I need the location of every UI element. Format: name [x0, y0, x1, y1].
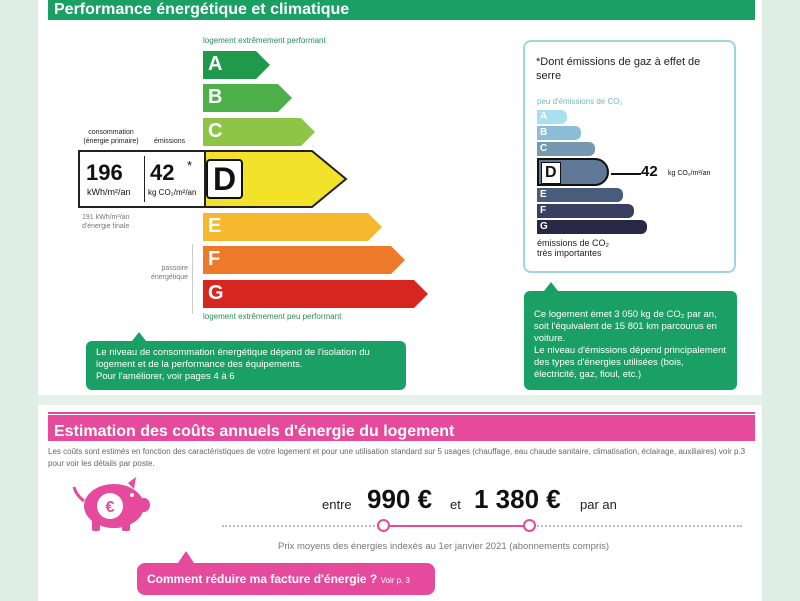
- ges-class-letter: D: [541, 162, 561, 184]
- ges-class-e: [537, 188, 623, 202]
- consumption-divider: [144, 156, 145, 202]
- emissions-unit: kg CO₂/m²/an: [148, 188, 197, 197]
- dpe-tip: Le niveau de consommation énergétique dépend de l'isolation du logement et de la performance des équipements. Pour l'améliorer, voir pages 4 à 6: [86, 341, 406, 390]
- ges-class-letter: C: [540, 143, 548, 154]
- dpe-class-g: [202, 279, 432, 309]
- ges-tip-text: Ce logement émet 3 050 kg de CO₂ par an, soit l'équivalent de 15 801 km parcourus en voiture. Le niveau d'émissions dépend principalement des types d'énergies utilisées (bois, électricité, gaz, fioul, etc.): [534, 309, 726, 380]
- dpe-class-d: [202, 150, 350, 208]
- svg-text:€: €: [105, 499, 115, 516]
- ges-class-letter: B: [540, 127, 548, 138]
- ges-top-label: peu d'émissions de CO₂: [537, 97, 623, 106]
- reduce-bill-button[interactable]: [137, 563, 435, 595]
- dpe-class-letter: B: [208, 86, 223, 108]
- ges-class-letter: E: [540, 189, 547, 200]
- left-band: [0, 0, 38, 601]
- passoire-label: passoire énergétique: [151, 265, 188, 281]
- price-note: Prix moyens des énergies indexés au 1er janvier 2021 (abonnements compris): [278, 541, 610, 552]
- price-max-marker: [523, 519, 536, 532]
- dpe-class-a: [202, 50, 274, 80]
- ges-value: 42: [641, 163, 658, 180]
- ges-class-c: [537, 142, 595, 156]
- dpe-top-label: logement extrêmement performant: [203, 36, 326, 45]
- consumption-value: 196: [86, 160, 123, 185]
- ges-pointer: [611, 173, 641, 175]
- ges-class-letter: G: [540, 221, 548, 232]
- dpe-bottom-label: logement extrêmement peu performant: [203, 312, 342, 321]
- dpe-class-letter: F: [208, 248, 221, 270]
- dpe-class-letter: E: [208, 215, 222, 237]
- price-min: 990 €: [367, 484, 433, 514]
- dpe-section-title: Performance énergétique et climatique: [48, 0, 755, 20]
- emissions-label: émissions: [154, 138, 186, 145]
- reduce-bill-label: Comment réduire ma facture d'énergie ?: [147, 572, 378, 586]
- consumption-label: consommation (énergie primaire): [83, 129, 139, 145]
- ges-tip-arrow: [544, 282, 558, 291]
- ges-tip: [524, 291, 737, 390]
- ges-bottom-label: émissions de CO₂ très importantes: [537, 238, 610, 258]
- right-band: [762, 0, 800, 601]
- dpe-class-c: [202, 117, 319, 147]
- dpe-class-letter: C: [208, 120, 223, 142]
- dpe-class-b: [202, 83, 296, 113]
- price-and-label: et: [450, 497, 461, 512]
- dpe-class-letter: D: [206, 159, 243, 199]
- ges-class-letter: F: [540, 205, 547, 216]
- reduce-bill-arrow: [178, 551, 194, 563]
- price-min-marker: [377, 519, 390, 532]
- passoire-bracket: [192, 244, 193, 314]
- price-per-year-label: par an: [580, 497, 617, 512]
- piggy-bank-icon: [70, 475, 152, 535]
- emissions-value: 42: [150, 160, 175, 185]
- ges-class-g: [537, 220, 647, 234]
- emissions-star: *: [187, 158, 193, 173]
- ges-class-letter: A: [540, 111, 548, 122]
- price-between-label: entre: [322, 497, 352, 512]
- dpe-tip-arrow: [132, 332, 146, 341]
- costs-top-line: [48, 412, 755, 414]
- final-energy-label: 191 kWh/m²/an d'énergie finale: [82, 214, 130, 230]
- ges-footnote: *Dont émissions de gaz à effet de serre: [536, 56, 701, 82]
- dpe-class-letter: G: [208, 282, 224, 304]
- price-range-fill: [383, 525, 529, 527]
- ges-class-a: [537, 110, 567, 124]
- consumption-unit: kWh/m²/an: [87, 187, 131, 197]
- ges-unit: kg CO₂/m²/an: [668, 170, 711, 177]
- dpe-class-letter: A: [208, 53, 223, 75]
- ges-class-b: [537, 126, 581, 140]
- costs-intro: Les coûts sont estimés en fonction des caractéristiques de votre logement et pour une utilisation standard sur 5 usages (chauffage, eau chaude sanitaire, climatisation, éclairage, auxiliaires) voir p.3 pour voir les détails par poste.: [48, 447, 746, 468]
- ges-class-f: [537, 204, 634, 218]
- ges-class-d: [537, 158, 609, 186]
- dpe-class-f: [202, 245, 409, 275]
- reduce-bill-page: Voir p. 3: [380, 576, 410, 585]
- costs-section-title: Estimation des coûts annuels d'énergie du logement: [48, 415, 755, 441]
- dpe-class-e: [202, 212, 386, 242]
- price-max: 1 380 €: [474, 484, 561, 514]
